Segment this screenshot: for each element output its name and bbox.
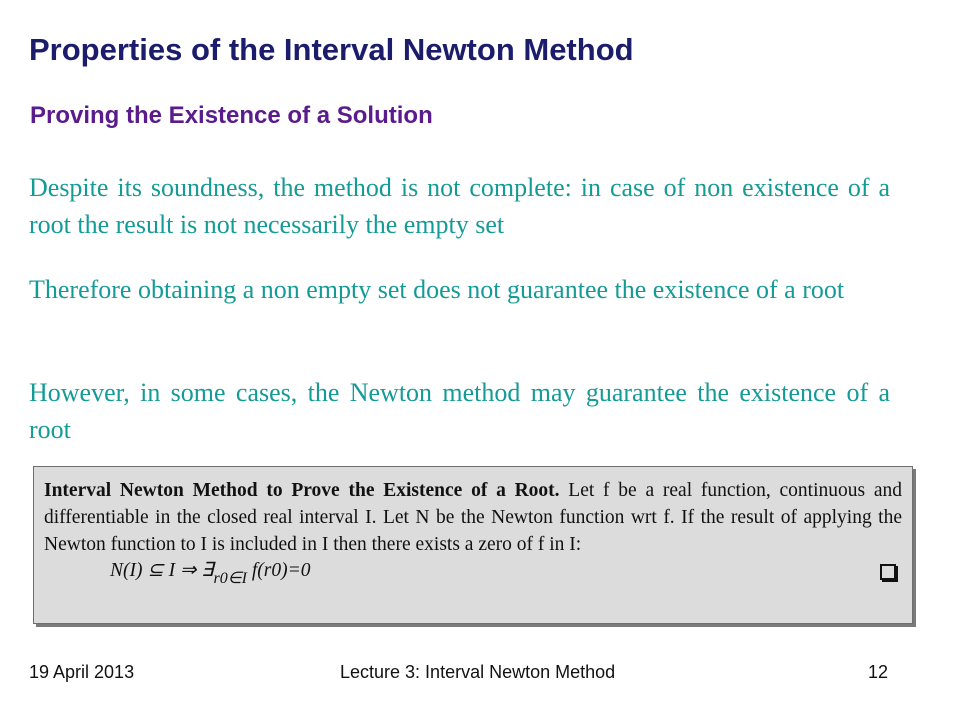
theorem-box	[33, 466, 913, 624]
theorem-formula	[44, 557, 902, 587]
formula-rhs: f(r0)=0	[251, 560, 311, 581]
formula-subscript: r0∈I	[213, 570, 247, 587]
footer-date: 19 April 2013	[29, 662, 135, 682]
footer-lecture-title: Lecture 3: Interval Newton Method	[340, 662, 616, 682]
slide-title: Properties of the Interval Newton Method	[29, 32, 634, 67]
paragraph-guarantee: However, in some cases, the Newton method may guarantee the existence of a root	[29, 378, 890, 444]
qed-square-icon	[880, 564, 896, 580]
paragraph-non-empty-set: Therefore obtaining a non empty set does not guarantee the existence of a root	[29, 275, 845, 304]
paragraph-soundness: Despite its soundness, the method is not complete: in case of non existence of a root the result is not necessarily the empty set	[29, 173, 890, 239]
footer-page-number: 12	[868, 662, 889, 682]
slide-subtitle: Proving the Existence of a Solution	[30, 102, 433, 129]
theorem-heading: Interval Newton Method to Prove the Existence of a Root.	[44, 480, 560, 501]
formula-lhs: N(I) ⊆ I ⇒ ∃	[110, 560, 214, 581]
theorem-body: Let f be a real function, continuous and differentiable in the closed real interval I. Let N be the Newton function wrt f. If the result of applying the Newton function to I is included in I then there exists a zero of f in I:	[44, 480, 902, 555]
